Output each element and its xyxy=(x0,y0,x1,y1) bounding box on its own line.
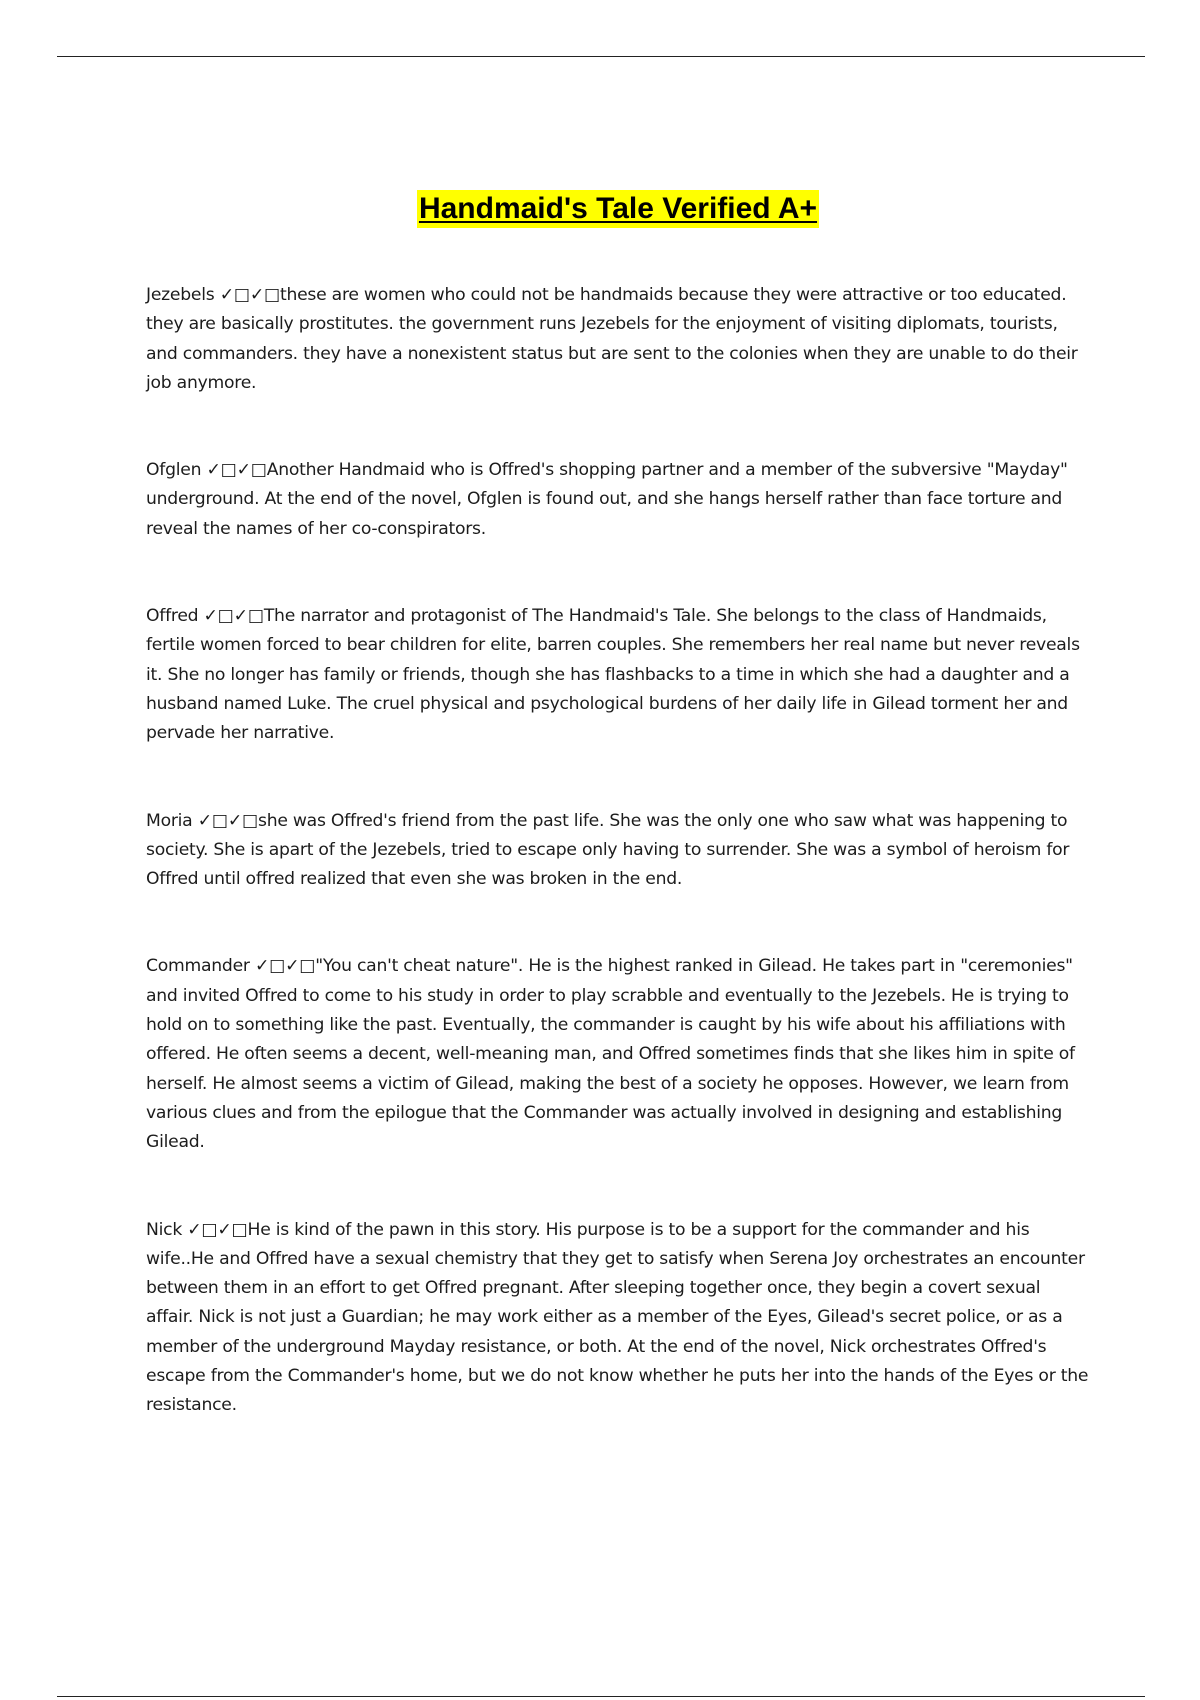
entry-definition: "You can't cheat nature". He is the highest ranked in Gilead. He takes part in "ceremonies" and invited Offred to come to his study in order to play scrabble and eventually to the Jezebels. He is trying to hold on to something like the past. Eventually, the commander is caught by his wife about his affiliations with offered. He often seems a decent, well-meaning man, and Offred sometimes finds that she likes him in spite of herself. He almost seems a victim of Gilead, making the best of a society he opposes. However, we learn from various clues and from the epilogue that the Commander was actually involved in designing and establishing Gilead. xyxy=(146,956,1075,1153)
entry-definition: she was Offred's friend from the past life. She was the only one who saw what was happening to society. She is apart of the Jezebels, tried to escape only having to surrender. She was a symbol of heroism for Offred until offred realized that even she was broken in the end. xyxy=(146,810,1070,890)
checkmark-separator: ✓□✓□ xyxy=(203,606,264,627)
flashcard-entry xyxy=(146,807,1091,895)
document-title: Handmaid's Tale Verified A+ xyxy=(417,190,819,228)
entry-term: Offred xyxy=(146,606,199,627)
entry-definition: these are women who could not be handmaids because they were attractive or too educated. they are basically prostitutes. the government runs Jezebels for the enjoyment of visiting diplomats, tourists, and commanders. they have a nonexistent status but are sent to the colonies when they are unable to do their job anymore. xyxy=(146,285,1078,393)
entry-definition: The narrator and protagonist of The Handmaid's Tale. She belongs to the class of Handmaids, fertile women forced to bear children for elite, barren couples. She remembers her real name but never reveals it. She no longer has family or friends, though she has flashbacks to a time in which she had a daughter and a husband named Luke. The cruel physical and psychological burdens of her daily life in Gilead torment her and pervade her narrative. xyxy=(146,606,1080,744)
checkmark-separator: ✓□✓□ xyxy=(219,285,280,305)
top-divider xyxy=(57,56,1145,57)
flashcard-entry xyxy=(146,456,1091,544)
title-wrapper xyxy=(0,190,1200,228)
checkmark-separator: ✓□✓□ xyxy=(187,1219,248,1240)
entry-term: Jezebels xyxy=(146,285,215,305)
checkmark-separator: ✓□✓□ xyxy=(206,460,267,481)
flashcard-entry xyxy=(146,281,1091,398)
flashcard-entry xyxy=(146,1216,1091,1421)
entry-term: Commander xyxy=(146,956,250,977)
flashcard-list xyxy=(146,281,1091,1421)
checkmark-separator: ✓□✓□ xyxy=(197,810,258,831)
entry-term: Ofglen xyxy=(146,460,202,481)
entry-term: Moria xyxy=(146,810,193,831)
flashcard-entry xyxy=(146,952,1091,1157)
entry-term: Nick xyxy=(146,1219,183,1240)
bottom-divider xyxy=(57,1696,1145,1697)
entry-definition: He is kind of the pawn in this story. His purpose is to be a support for the commander and his wife..He and Offred have a sexual chemistry that they get to satisfy when Serena Joy orchestrates an encounter between them in an effort to get Offred pregnant. After sleeping together once, they begin a covert sexual affair. Nick is not just a Guardian; he may work either as a member of the Eyes, Gilead's secret police, or as a member of the underground Mayday resistance, or both. At the end of the novel, Nick orchestrates Offred's escape from the Commander's home, but we do not know whether he puts her into the hands of the Eyes or the resistance. xyxy=(146,1219,1089,1416)
checkmark-separator: ✓□✓□ xyxy=(254,956,316,977)
flashcard-entry xyxy=(146,602,1091,748)
entry-definition: Another Handmaid who is Offred's shopping partner and a member of the subversive "Mayday" underground. At the end of the novel, Ofglen is found out, and she hangs herself rather than face torture and reveal the names of her co-conspirators. xyxy=(146,460,1068,539)
